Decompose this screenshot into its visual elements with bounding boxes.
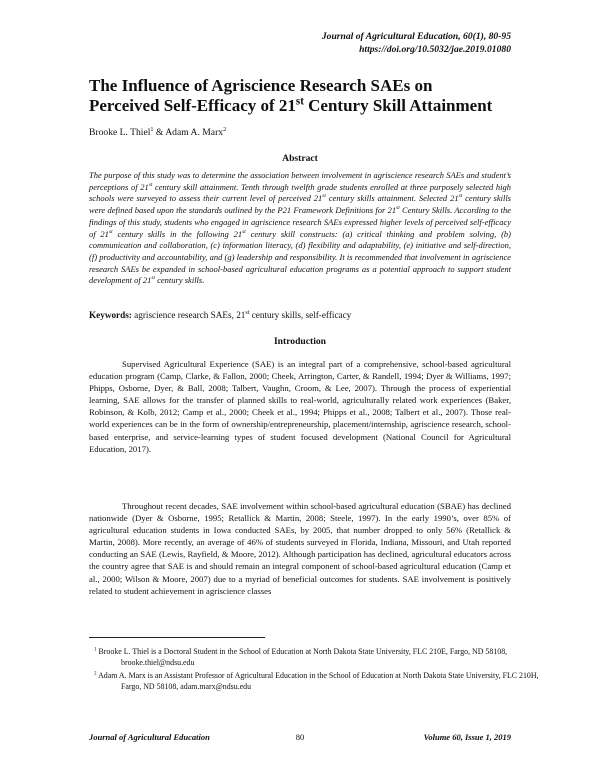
doi-link[interactable]: https://doi.org/10.5032/jae.2019.01080: [359, 44, 511, 55]
abstract-segment-3: century skills attainment. Selected 21: [325, 193, 459, 204]
abstract-sup: st: [458, 193, 463, 200]
abstract-sup: st: [151, 275, 156, 282]
keywords-text-a: agriscience research SAEs, 21: [131, 310, 246, 320]
title-line-2a: Perceived Self-Efficacy of 21: [89, 96, 296, 115]
author-separator: &: [153, 127, 166, 138]
body-paragraph-1: Supervised Agricultural Experience (SAE) is an integral part of a comprehensive, school-based agricultural education program (Camp, Clarke, & Fallon, 2000; Cheek, Arrington, Carter, & Randell, 1994; Dyer & Williams, 1997; Phipps, Osborne, Dyer, & Ball, 2008; Talbert, Vaughn, Croom, & Lee, 2007). Through the process of experiential learning, SAE allows for the transfer of planned skills to real-world, agriculturally related work experiences (Baker, Robinson, & Kolb, 2012; Camp et al., 2000; Cheek et al., 1994; Phipps et al., 2008; Talbert et al., 2007). Those real-world experiences can be in the form of ownership/entrepreneurship, placement/internship, agriscience research, school-based enterprise, and service-learning types of student focused development (National Council for Agricultural Education, 2017).: [89, 359, 511, 454]
author-2-footnote-mark: 2: [223, 125, 227, 133]
abstract-text: [89, 170, 511, 287]
keywords-label: Keywords:: [89, 310, 132, 320]
author-1-footnote-mark: 1: [150, 125, 154, 133]
keywords-sup: st: [245, 309, 250, 316]
abstract-segment-8: century skills.: [155, 275, 205, 286]
body-paragraph-2: Throughout recent decades, SAE involvement within school-based agricultural education (SBAE) has declined nationwide (Dyer & Osborne, 1995; Retallick & Martin, 2008; Steele, 1997). In the early 1990’s, over 85% of agricultural education students in Iowa conducted SAEs, by 2005, that number dropped to only 56% (Retallick & Martin, 2008). More recently, an average of 46% of students surveyed in Florida, Indiana, Missouri, and Utah reported conducting an SAE (Lewis, Rayfield, & Moore, 2012). Although participation has declined, agricultural educators across the country agree that SAE is and should remain an integral component of school-based agricultural education (Camp et al., 2000; Wilson & Moore, 2007) due to a myriad of beneficial outcomes for students. SAE involvement is positively related to student achievement in agriscience classes: [89, 501, 511, 596]
abstract-sup: st: [396, 205, 400, 212]
abstract-sup: st: [322, 193, 326, 200]
footnote-1-number: 1: [94, 646, 97, 653]
abstract-segment-4: century skills were defined based upon the standards outlined by the P21 Framework Definitions for 21: [89, 193, 511, 216]
abstract-segment-7: century skill constructs: (a) critical thinking and problem solving, (b) communication and collaboration, (c) information literacy, (d) flexibility and adaptability, (e) initiative and self-direction, (f) productivity and accountability, and (g) leadership and responsibility. It is recommended that involvement in agriscience research SAEs be expanded in school-based agricultural education programs as a potential approach to support student development of 21: [89, 228, 511, 286]
title-line-2b: Century Skill Attainment: [303, 96, 493, 115]
footnote-2-text: Adam A. Marx is an Assistant Professor of Agricultural Education in the School of Education at North Dakota State University, FLC 210H, Fargo, ND 58108, adam.marx@ndsu.edu: [96, 671, 539, 691]
running-header: [322, 30, 511, 56]
journal-citation: Journal of Agricultural Education, 60(1), 80-95: [321, 31, 511, 42]
footer-journal: Journal of Agricultural Education: [89, 732, 210, 742]
footnote-2: [89, 670, 543, 692]
abstract-segment-5: Century Skills. According to the findings of this study, students who engaged in agriscience research SAEs expressed higher levels of perceived self-efficacy of 21: [89, 205, 512, 239]
abstract-sup: st: [108, 228, 113, 235]
footnote-1-text: Brooke L. Thiel is a Doctoral Student in the School of Education at North Dakota State University, FLC 210E, Fargo, ND 58108, brooke.thiel@ndsu.edu: [96, 647, 508, 667]
abstract-sup: st: [242, 228, 246, 235]
author-2: Adam A. Marx: [165, 127, 224, 138]
abstract-segment-2: century skill attainment. Tenth through twelfth grade students enrolled at three purposely selected high schools were surveyed to assess their current level of perceived 21: [89, 181, 512, 204]
author-line: [89, 127, 226, 138]
abstract-segment-6: century skills in the following 21: [112, 228, 243, 239]
keywords-text-b: century skills, self-efficacy: [249, 310, 352, 320]
abstract-heading: Abstract: [282, 153, 318, 164]
paper-title: [89, 76, 529, 116]
title-line-1: The Influence of Agriscience Research SAEs on: [89, 76, 433, 95]
footnote-divider: [89, 637, 265, 638]
page-number: 80: [295, 732, 305, 742]
footer-volume: Volume 60, Issue 1, 2019: [423, 732, 511, 742]
introduction-heading: Introduction: [273, 336, 327, 347]
abstract-sup: st: [148, 181, 153, 188]
footnote-1: [89, 646, 543, 668]
abstract-segment-1: The purpose of this study was to determine the association between involvement in agriscience research SAEs and student’s perceptions of 21: [89, 170, 511, 192]
footnote-2-number: 2: [94, 670, 97, 677]
title-superscript: st: [295, 95, 304, 108]
author-1: Brooke L. Thiel: [89, 127, 151, 138]
keywords-line: [89, 310, 351, 320]
